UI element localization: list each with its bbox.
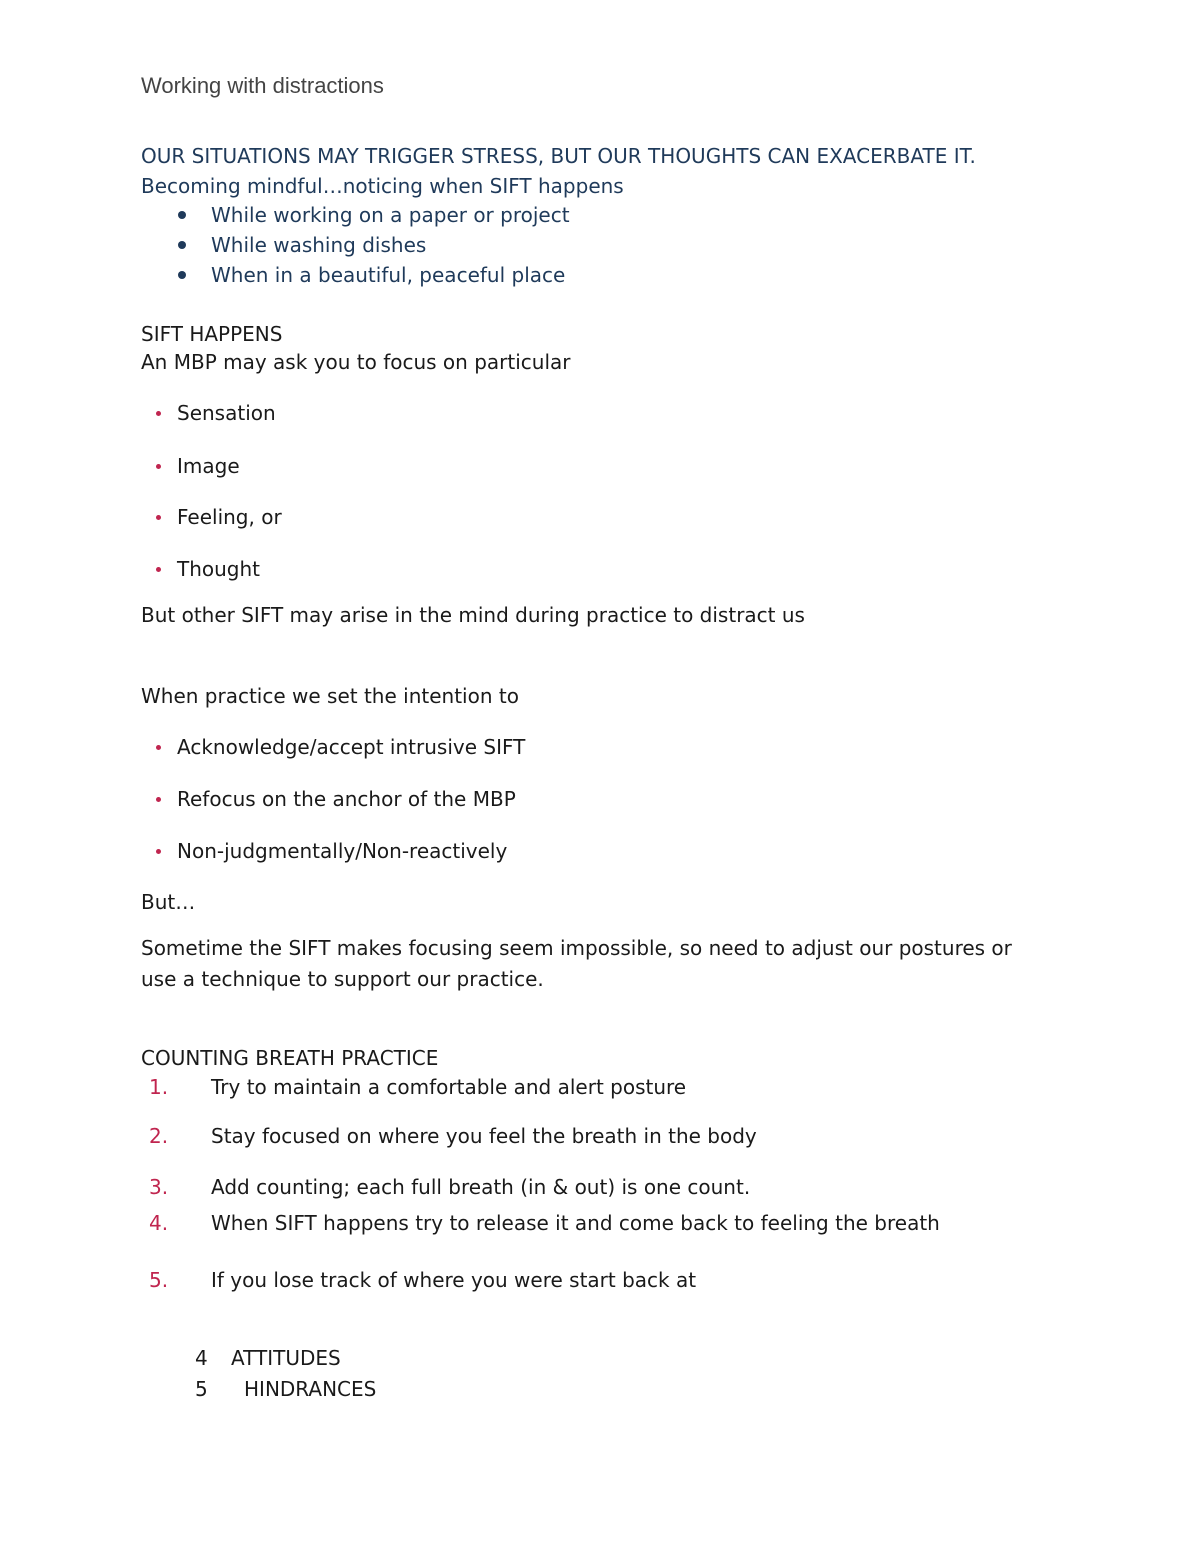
intro-heading: OUR SITUATIONS MAY TRIGGER STRESS, BUT OUR THOUGHTS CAN EXACERBATE IT. <box>141 144 976 168</box>
sift-after: But other SIFT may arise in the mind during practice to distract us <box>141 603 805 627</box>
bullet-icon <box>156 567 161 572</box>
page-title: Working with distractions <box>141 73 384 98</box>
step-text: Stay focused on where you feel the breath in the body <box>211 1124 757 1148</box>
intention-bullet: Refocus on the anchor of the MBP <box>177 787 516 811</box>
bullet-icon <box>178 211 186 219</box>
bullet-icon <box>156 464 161 469</box>
step-number: 3. <box>149 1175 169 1199</box>
bullet-icon <box>178 241 186 249</box>
intention-paragraph-line: use a technique to support our practice. <box>141 967 544 991</box>
footer-item-number: 5 <box>195 1377 208 1401</box>
footer-item-label: ATTITUDES <box>231 1346 341 1370</box>
bullet-icon <box>156 411 161 416</box>
intro-bullet: While washing dishes <box>211 233 427 257</box>
step-text: When SIFT happens try to release it and come back to feeling the breath <box>211 1211 940 1235</box>
step-text: Add counting; each full breath (in & out) is one count. <box>211 1175 751 1199</box>
intro-bullet: When in a beautiful, peaceful place <box>211 263 566 287</box>
sift-bullet: Thought <box>177 557 261 581</box>
bullet-icon <box>156 797 161 802</box>
intro-bullet: While working on a paper or project <box>211 203 570 227</box>
intention-lead: When practice we set the intention to <box>141 684 519 708</box>
sift-bullet: Image <box>177 454 240 478</box>
sift-lead: An MBP may ask you to focus on particular <box>141 350 571 374</box>
footer-item-number: 4 <box>195 1346 208 1370</box>
intention-but: But… <box>141 890 196 914</box>
step-text: If you lose track of where you were start back at <box>211 1268 697 1292</box>
sift-bullet: Feeling, or <box>177 505 282 529</box>
step-number: 1. <box>149 1075 169 1099</box>
sift-bullet: Sensation <box>177 401 276 425</box>
counting-heading: COUNTING BREATH PRACTICE <box>141 1046 439 1070</box>
intention-bullet: Non-judgmentally/Non-reactively <box>177 839 508 863</box>
step-number: 5. <box>149 1268 169 1292</box>
bullet-icon <box>156 515 161 520</box>
intention-paragraph-line: Sometime the SIFT makes focusing seem impossible, so need to adjust our postures or <box>141 936 1012 960</box>
bullet-icon <box>178 271 186 279</box>
bullet-icon <box>156 745 161 750</box>
intro-subheading: Becoming mindful…noticing when SIFT happens <box>141 174 624 198</box>
step-number: 4. <box>149 1211 169 1235</box>
step-text: Try to maintain a comfortable and alert posture <box>211 1075 687 1099</box>
intention-bullet: Acknowledge/accept intrusive SIFT <box>177 735 526 759</box>
sift-heading: SIFT HAPPENS <box>141 322 283 346</box>
step-number: 2. <box>149 1124 169 1148</box>
footer-item-label: HINDRANCES <box>244 1377 377 1401</box>
bullet-icon <box>156 849 161 854</box>
